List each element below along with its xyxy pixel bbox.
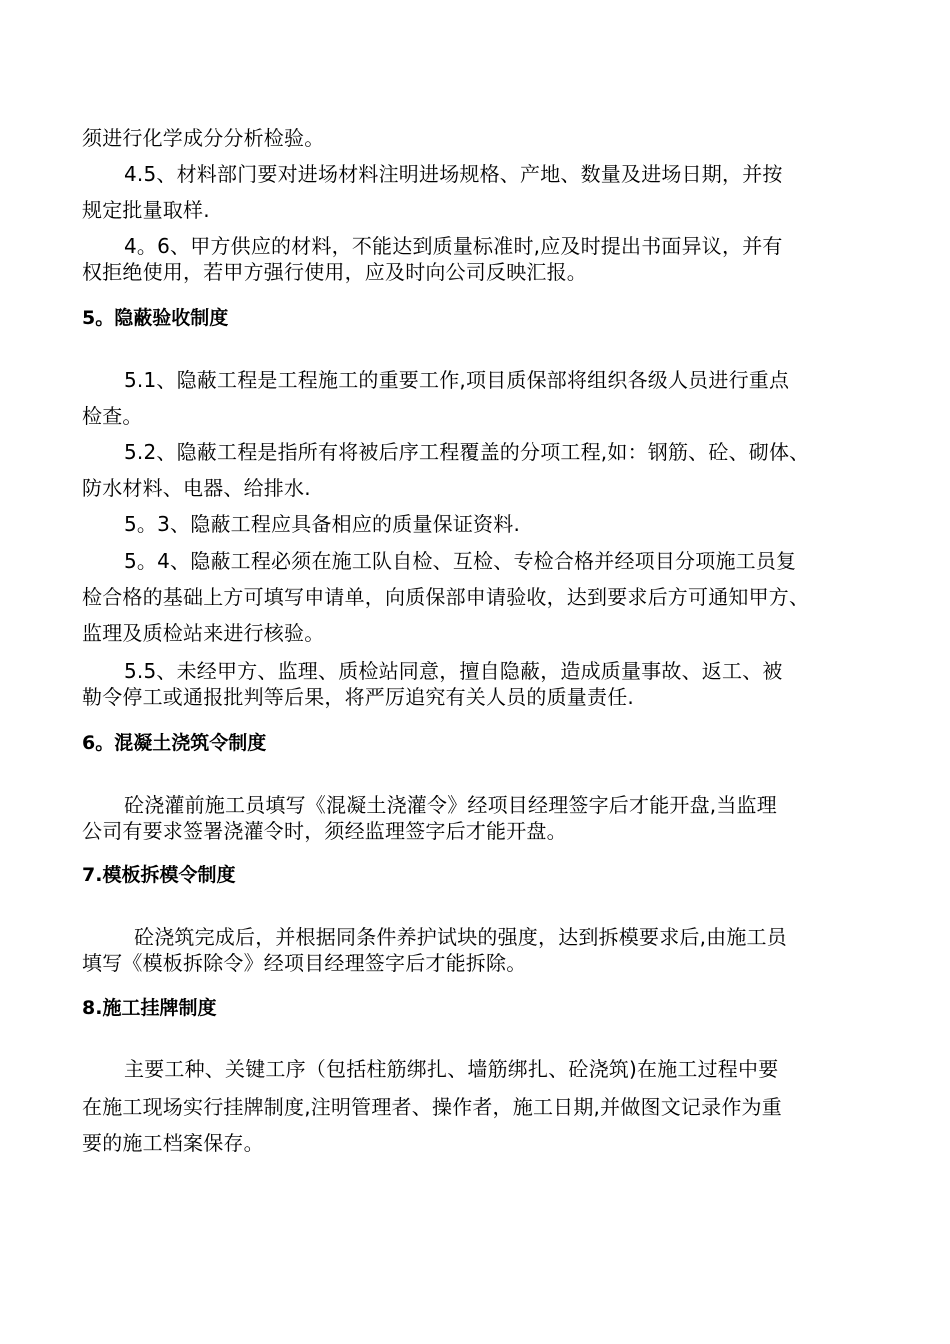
paragraph-line: 填写《模板拆除令》经项目经理签字后才能拆除。 — [82, 951, 527, 975]
paragraph-line: 5.1、隐蔽工程是工程施工的重要工作,项目质保部将组织各级人员进行重点 — [124, 368, 790, 392]
paragraph-line: 主要工种、关键工序（包括柱筋绑扎、墙筋绑扎、砼浇筑)在施工过程中要 — [124, 1057, 779, 1081]
paragraph-line: 公司有要求签署浇灌令时，须经监理签字后才能开盘。 — [82, 819, 567, 843]
paragraph-line: 规定批量取样. — [82, 198, 210, 222]
section-heading-7: 7.模板拆模令制度 — [82, 864, 236, 886]
paragraph-line: 要的施工档案保存。 — [82, 1131, 264, 1155]
paragraph-line: 权拒绝使用，若甲方强行使用，应及时向公司反映汇报。 — [82, 260, 587, 284]
paragraph-line: 勒令停工或通报批判等后果，将严厉追究有关人员的质量责任. — [82, 685, 634, 709]
paragraph-line: 监理及质检站来进行核验。 — [82, 621, 325, 645]
paragraph-line: 4.5、材料部门要对进场材料注明进场规格、产地、数量及进场日期，并按 — [124, 162, 783, 186]
paragraph-line: 须进行化学成分分析检验。 — [82, 126, 325, 150]
paragraph-line: 5。4、隐蔽工程必须在施工队自检、互检、专检合格并经项目分项施工员复 — [124, 549, 797, 573]
paragraph-line: 检合格的基础上方可填写申请单，向质保部申请验收，达到要求后方可通知甲方、 — [82, 585, 810, 609]
paragraph-line: 砼浇灌前施工员填写《混凝土浇灌令》经项目经理签字后才能开盘,当监理 — [124, 793, 777, 817]
paragraph-line: 5.5、未经甲方、监理、质检站同意，擅自隐蔽，造成质量事故、返工、被 — [124, 659, 783, 683]
paragraph-line: 砼浇筑完成后，并根据同条件养护试块的强度，达到拆模要求后,由施工员 — [134, 925, 787, 949]
paragraph-line: 检查。 — [82, 404, 143, 428]
section-heading-6: 6。混凝土浇筑令制度 — [82, 732, 267, 754]
paragraph-line: 5.2、隐蔽工程是指所有将被后序工程覆盖的分项工程,如：钢筋、砼、砌体、 — [124, 440, 810, 464]
paragraph-line: 5。3、隐蔽工程应具备相应的质量保证资料. — [124, 512, 521, 536]
section-heading-5: 5。隐蔽验收制度 — [82, 307, 229, 329]
paragraph-line: 4。6、甲方供应的材料，不能达到质量标准时,应及时提出书面异议，并有 — [124, 234, 783, 258]
paragraph-line: 在施工现场实行挂牌制度,注明管理者、操作者，施工日期,并做图文记录作为重 — [82, 1095, 782, 1119]
section-heading-8: 8.施工挂牌制度 — [82, 997, 217, 1019]
paragraph-line: 防水材料、电器、给排水. — [82, 476, 311, 500]
